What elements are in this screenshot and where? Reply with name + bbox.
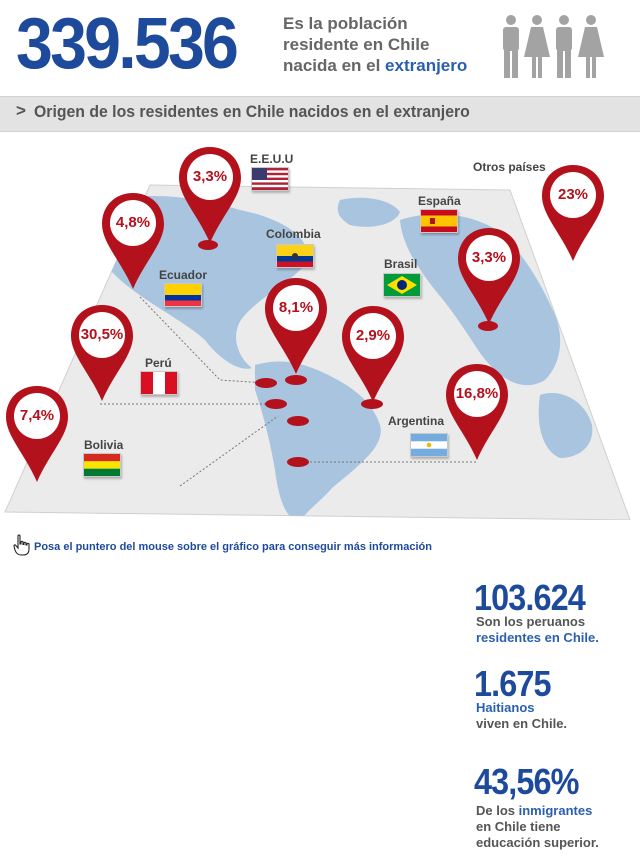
stat-haitianos-number: 1.675 (474, 663, 551, 704)
map-pin-bolivia[interactable] (4, 384, 70, 484)
country-label-argentina: Argentina (388, 414, 445, 428)
country-label-peru: Perú (145, 356, 172, 370)
map-pin-argentina[interactable] (444, 362, 510, 462)
stat-educacion-line2: en Chile tiene (476, 819, 561, 834)
hint-text: Posa el puntero del mouse sobre el gráfico para conseguir más información (34, 541, 432, 553)
stat-educacion-line3: educación superior. (476, 835, 599, 850)
chevron-right-icon: > (16, 101, 26, 120)
flag-brasil-icon (383, 273, 421, 297)
hand-pointer-icon (13, 534, 31, 556)
pin-percent-bolivia: 7,4% (19, 407, 55, 424)
flag-peru-icon (140, 371, 178, 395)
pin-percent-ecuador: 4,8% (115, 214, 151, 231)
stat-haitianos-text (476, 700, 567, 732)
flag-colombia-icon (276, 244, 314, 268)
pin-percent-argentina: 16,8% (455, 385, 499, 402)
country-label-otros: Otros países (473, 160, 546, 174)
stat-peruanos-text (476, 614, 599, 646)
people-group-icon (498, 14, 606, 80)
country-label-usa: E.E.U.U (250, 152, 294, 166)
map-pin-ecuador[interactable] (100, 191, 166, 291)
stat-educacion-number: 43,56% (474, 761, 579, 802)
pin-percent-otros: 23% (557, 186, 589, 203)
population-desc-highlight: extranjero (385, 56, 468, 75)
map-pin-otros[interactable] (540, 163, 606, 263)
pin-percent-usa: 3,3% (192, 168, 228, 185)
stat-haitianos-highlight: Haitianos (476, 700, 535, 715)
flag-espana-icon (420, 209, 458, 233)
population-description (283, 13, 493, 76)
flag-ecuador-icon (164, 283, 202, 307)
stat-educacion-text (476, 803, 599, 851)
stat-peruanos-highlight: residentes en Chile. (476, 630, 599, 645)
section-title: Origen de los residentes en Chile nacidos en el extranjero (34, 102, 470, 121)
map-pin-peru[interactable] (69, 303, 135, 403)
pin-percent-brasil: 2,9% (355, 327, 391, 344)
population-desc-line3-prefix: nacida en el (283, 56, 386, 75)
country-label-bolivia: Bolivia (84, 438, 124, 452)
map-pin-espana[interactable] (456, 226, 522, 326)
stat-peruanos-line1: Son los peruanos (476, 614, 586, 629)
pin-percent-colombia: 8,1% (278, 299, 314, 316)
country-label-ecuador: Ecuador (159, 268, 208, 282)
flag-bolivia-icon (83, 453, 121, 477)
population-desc-line3 (283, 55, 493, 76)
stat-educacion-prefix: De los (476, 803, 519, 818)
map-pin-brasil[interactable] (340, 304, 406, 404)
flag-usa-icon (251, 167, 289, 191)
stat-haitianos-line2: viven en Chile. (476, 716, 568, 731)
population-number: 339.536 (16, 4, 237, 84)
flag-argentina-icon (410, 433, 448, 457)
country-label-espana: España (418, 194, 461, 208)
stat-educacion-line1 (476, 803, 599, 819)
stat-peruanos-number: 103.624 (474, 577, 585, 618)
map-pin-colombia[interactable] (263, 276, 329, 376)
pin-percent-espana: 3,3% (471, 249, 507, 266)
population-desc-line2: residente en Chile (283, 35, 430, 54)
pin-percent-peru: 30,5% (80, 326, 124, 343)
map-pin-usa[interactable] (177, 145, 243, 245)
country-label-brasil: Brasil (384, 257, 418, 271)
stat-educacion-highlight: inmigrantes (518, 803, 593, 818)
country-label-colombia: Colombia (266, 227, 321, 241)
population-desc-line1: Es la población (283, 14, 408, 33)
